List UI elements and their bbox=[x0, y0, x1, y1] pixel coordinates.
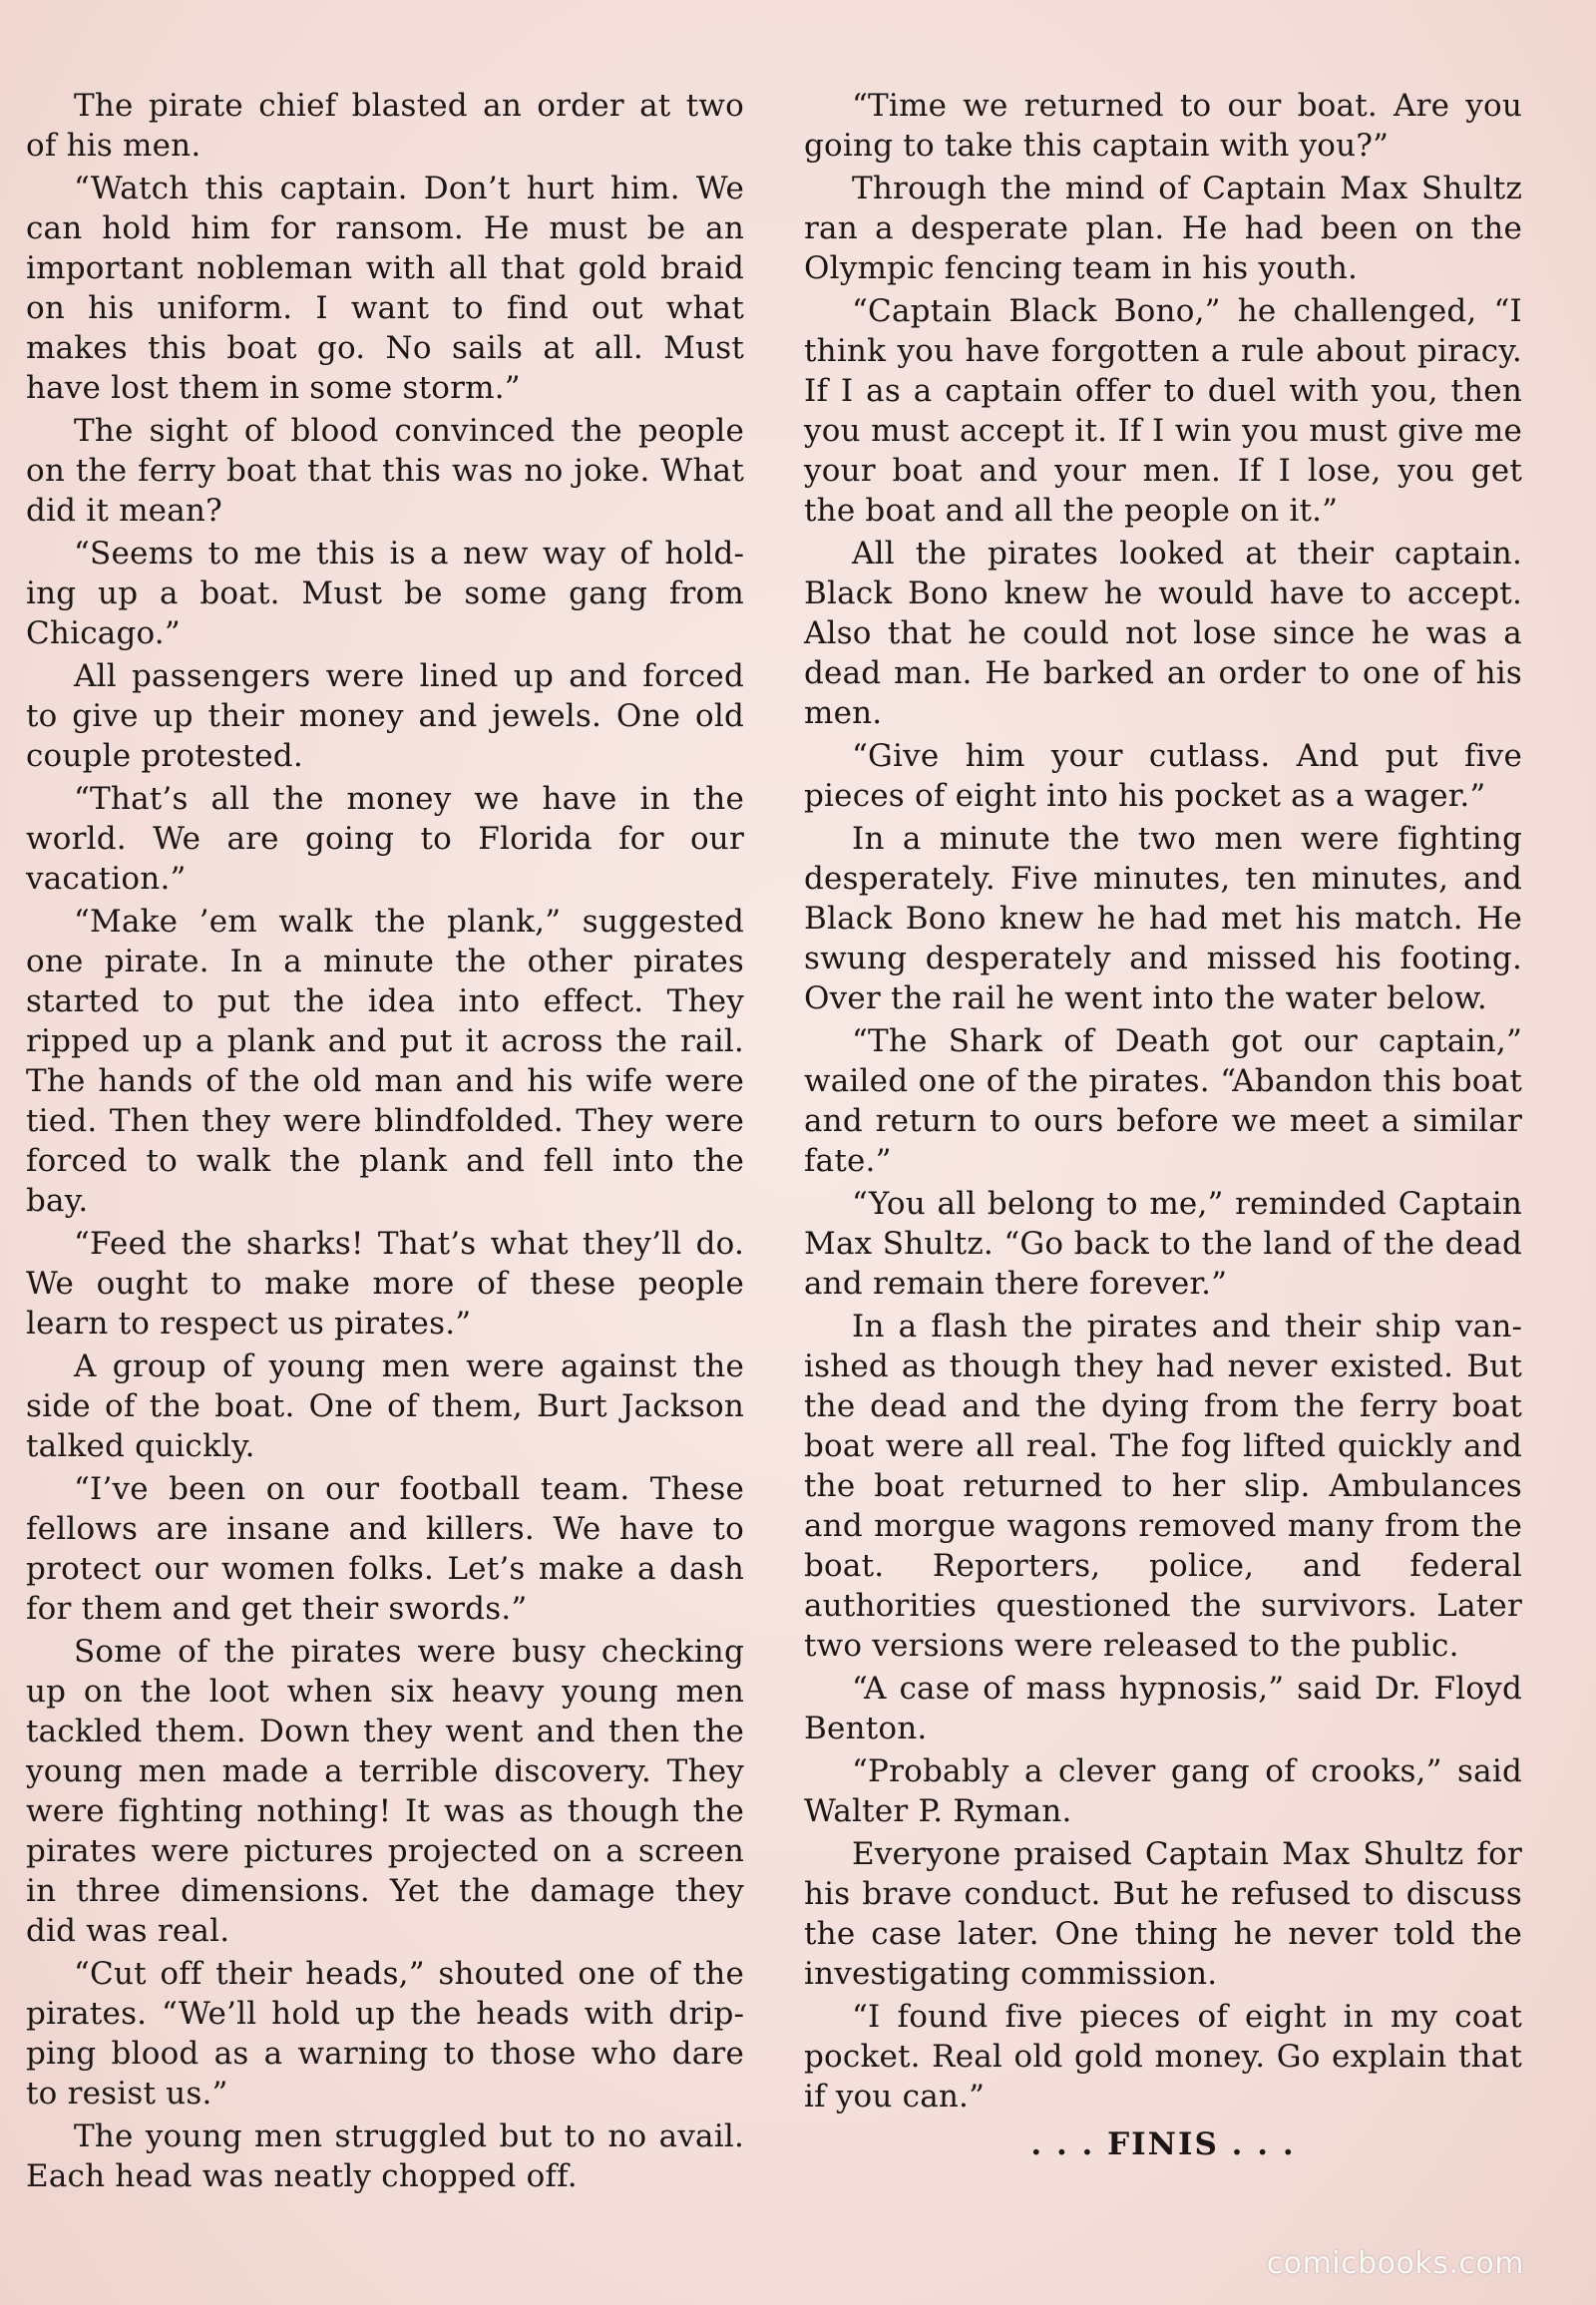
paragraph: In a flash the pirates and their ship vanished as though they had never existed. But the dead and the dying from the ferry boat boat were all real. The fog lifted quickly and the boat returned to her slip. Ambulances and morgue wagons removed many from the boat. Reporters, police, and federal authorities questioned the survivors. Later two versions were released to the public. bbox=[804, 1309, 1522, 1664]
paragraph: “Captain Black Bono,” he challenged, “I think you have forgotten a rule about piracy. If I as a captain offer to duel with you, then you must accept it. If I win you must give me your boat and your men. If I lose, you get the boat and all the people on it.” bbox=[804, 293, 1522, 529]
paragraph: The pirate chief blasted an order at two of his men. bbox=[26, 88, 744, 164]
paragraph: The young men struggled but to no avail. Each head was neatly chopped off. bbox=[26, 2118, 744, 2194]
paragraph: The sight of blood convinced the people on the ferry boat that this was no joke. What did it mean? bbox=[26, 413, 744, 529]
paragraph: Through the mind of Captain Max Shultz ran a desperate plan. He had been on the Olympic fencing team in his youth. bbox=[804, 171, 1522, 286]
paragraph: “Give him your cutlass. And put five pieces of eight into his pocket as a wager.” bbox=[804, 738, 1522, 814]
right-text-column bbox=[804, 86, 1522, 2167]
paragraph: “Watch this captain. Don’t hurt him. We can hold him for ransom. He must be an important nobleman with all that gold braid on his uniform. I want to find out what makes this boat go. No sails at all. Must have lost them in some storm.” bbox=[26, 171, 744, 406]
paragraph: “That’s all the money we have in the world. We are going to Florida for our vacation.” bbox=[26, 781, 744, 897]
paragraph: Some of the pirates were busy checking up on the loot when six heavy young men tackled them. Down they went and then the young men made a terrible discovery. They were fighting nothing! It was as though the pirates were pictures projected on a screen in three dimensions. Yet the damage they did was real. bbox=[26, 1634, 744, 1949]
paragraph: All passengers were lined up and forced to give up their money and jewels. One old couple protested. bbox=[26, 658, 744, 774]
paragraph: “I’ve been on our football team. These fellows are insane and killers. We have to protect our women folks. Let’s make a dash for them and get their swords.” bbox=[26, 1471, 744, 1627]
watermark: comicbooks.com bbox=[1266, 2246, 1524, 2281]
paragraph: “You all belong to me,” reminded Captain Max Shultz. “Go back to the land of the dead and remain there forever.” bbox=[804, 1186, 1522, 1302]
paragraph: All the pirates looked at their captain. Black Bono knew he would have to accept. Also that he could not lose since he was a dead man. He barked an order to one of his men. bbox=[804, 536, 1522, 731]
paragraph: “Feed the sharks! That’s what they’ll do. We ought to make more of these people learn to respect us pirates.” bbox=[26, 1226, 744, 1342]
paragraph: A group of young men were against the side of the boat. One of them, Burt Jackson talked quickly. bbox=[26, 1348, 744, 1464]
left-text-column bbox=[26, 86, 744, 2199]
paragraph: “Cut off their heads,” shouted one of the pirates. “We’ll hold up the heads with dripping blood as a warning to those who dare to resist us.” bbox=[26, 1956, 744, 2112]
paragraph: “A case of mass hypnosis,” said Dr. Floyd Benton. bbox=[804, 1671, 1522, 1746]
paragraph: “Make ’em walk the plank,” suggested one pirate. In a minute the other pirates started to put the idea into effect. They ripped up a plank and put it across the rail. The hands of the old man and his wife were tied. Then they were blindfolded. They were forced to walk the plank and fell into the bay. bbox=[26, 904, 744, 1219]
paragraph: Everyone praised Captain Max Shultz for his brave conduct. But he refused to discuss the case later. One thing he never told the investigating commission. bbox=[804, 1836, 1522, 1992]
paragraph: “I found five pieces of eight in my coat pocket. Real old gold money. Go explain that if you can.” bbox=[804, 1999, 1522, 2114]
paragraph: “Time we returned to our boat. Are you going to take this captain with you?” bbox=[804, 88, 1522, 164]
story-end-marker: . . . FINIS . . . bbox=[1030, 2126, 1296, 2162]
paragraph: “The Shark of Death got our captain,” wailed one of the pirates. “Abandon this boat and return to ours before we meet a similar fate.” bbox=[804, 1023, 1522, 1179]
paragraph: “Probably a clever gang of crooks,” said Walter P. Ryman. bbox=[804, 1753, 1522, 1829]
paragraph: In a minute the two men were fighting desperately. Five minutes, ten minutes, and Black Bono knew he had met his match. He swung desperately and missed his footing. Over the rail he went into the water below. bbox=[804, 821, 1522, 1016]
paragraph: “Seems to me this is a new way of holding up a boat. Must be some gang from Chicago.” bbox=[26, 536, 744, 651]
